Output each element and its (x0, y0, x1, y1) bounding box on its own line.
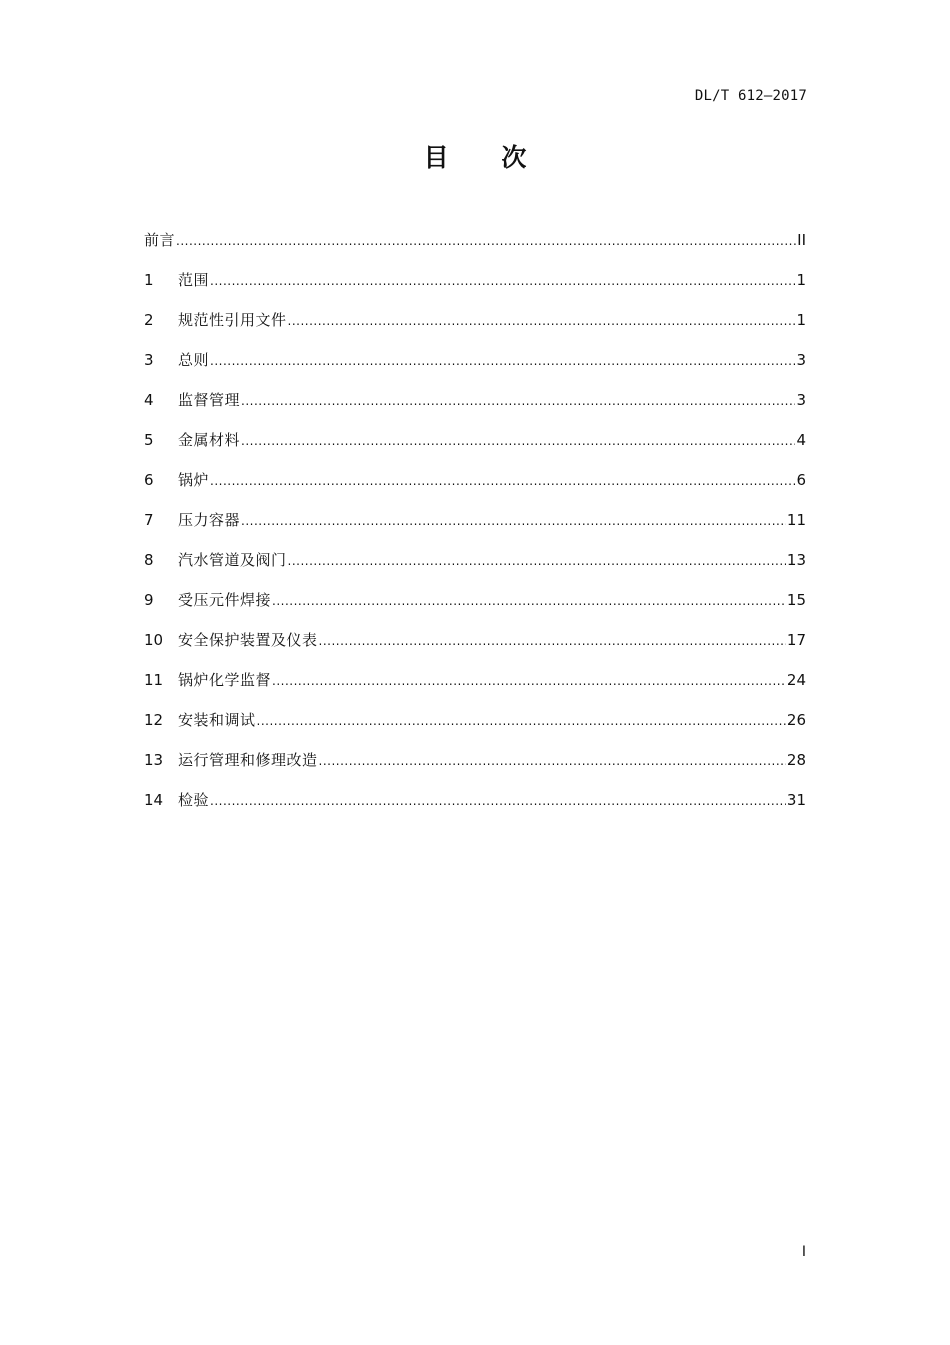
toc-page-number: 24 (786, 671, 806, 689)
toc-entry-3[interactable] (144, 340, 806, 380)
toc-label: 检验 (178, 791, 210, 809)
toc-entry-4[interactable] (144, 380, 806, 420)
toc-label: 范围 (178, 271, 210, 289)
toc-label: 监督管理 (178, 391, 241, 409)
document-code: DL/T 612—2017 (694, 88, 807, 104)
toc-number: 8 (144, 551, 154, 569)
toc-label: 前言 (144, 231, 176, 249)
toc-entry-6[interactable] (144, 460, 806, 500)
toc-entry-10[interactable] (144, 620, 806, 660)
toc-page-number: 26 (786, 711, 806, 729)
toc-number: 1 (144, 271, 154, 289)
toc-label: 汽水管道及阀门 (178, 551, 287, 569)
toc-label: 运行管理和修理改造 (178, 751, 318, 769)
toc-page-number: 1 (796, 311, 806, 329)
toc-entry-2[interactable] (144, 300, 806, 340)
toc-page-number: 28 (786, 751, 806, 769)
toc-page-number: 31 (786, 791, 806, 809)
toc-page-number: 3 (796, 351, 806, 369)
toc-number: 2 (144, 311, 154, 329)
toc-leader-dots (176, 233, 796, 249)
toc-leader-dots (241, 433, 795, 449)
page-title: 目 次 (423, 143, 549, 172)
toc-label: 压力容器 (178, 511, 241, 529)
toc-entry-12[interactable] (144, 700, 806, 740)
toc-entry-5[interactable] (144, 420, 806, 460)
toc-label: 规范性引用文件 (178, 311, 287, 329)
toc-entry-preface[interactable] (144, 220, 806, 260)
toc-label: 受压元件焊接 (178, 591, 272, 609)
toc-page-number: 6 (796, 471, 806, 489)
toc-page-number: 15 (786, 591, 806, 609)
toc-number: 12 (144, 711, 164, 729)
toc-number: 3 (144, 351, 154, 369)
toc-number: 14 (144, 791, 164, 809)
toc-leader-dots (288, 553, 786, 569)
toc-label: 安装和调试 (178, 711, 256, 729)
toc-entry-1[interactable] (144, 260, 806, 300)
toc-number: 7 (144, 511, 154, 529)
toc-label: 总则 (178, 351, 210, 369)
toc-entry-9[interactable] (144, 580, 806, 620)
toc-leader-dots (241, 513, 786, 529)
toc-leader-dots (272, 673, 786, 689)
toc-number: 10 (144, 631, 164, 649)
toc-page-number: 3 (796, 391, 806, 409)
toc-number: 5 (144, 431, 154, 449)
toc-leader-dots (319, 633, 786, 649)
toc-leader-dots (257, 713, 786, 729)
toc-leader-dots (210, 793, 786, 809)
toc-page-number: 11 (786, 511, 806, 529)
toc-page-number: 13 (786, 551, 806, 569)
page-number: I (801, 1244, 806, 1260)
toc-leader-dots (210, 353, 795, 369)
toc-entry-13[interactable] (144, 740, 806, 780)
toc-leader-dots (241, 393, 795, 409)
toc-leader-dots (210, 473, 795, 489)
toc-entry-11[interactable] (144, 660, 806, 700)
toc-leader-dots (210, 273, 795, 289)
toc-number: 6 (144, 471, 154, 489)
toc-leader-dots (288, 313, 796, 329)
toc-leader-dots (272, 593, 786, 609)
toc-number: 11 (144, 671, 164, 689)
toc-label: 锅炉化学监督 (178, 671, 272, 689)
toc-leader-dots (319, 753, 786, 769)
toc-label: 锅炉 (178, 471, 210, 489)
toc-label: 安全保护装置及仪表 (178, 631, 318, 649)
table-of-contents (144, 220, 806, 820)
toc-number: 4 (144, 391, 154, 409)
toc-number: 9 (144, 591, 154, 609)
toc-page-number: 1 (796, 271, 806, 289)
toc-entry-8[interactable] (144, 540, 806, 580)
toc-page-number: 17 (786, 631, 806, 649)
toc-page-number: 4 (796, 431, 806, 449)
toc-page-number: II (797, 231, 806, 249)
toc-label: 金属材料 (178, 431, 241, 449)
toc-number: 13 (144, 751, 164, 769)
toc-entry-7[interactable] (144, 500, 806, 540)
toc-entry-14[interactable] (144, 780, 806, 820)
